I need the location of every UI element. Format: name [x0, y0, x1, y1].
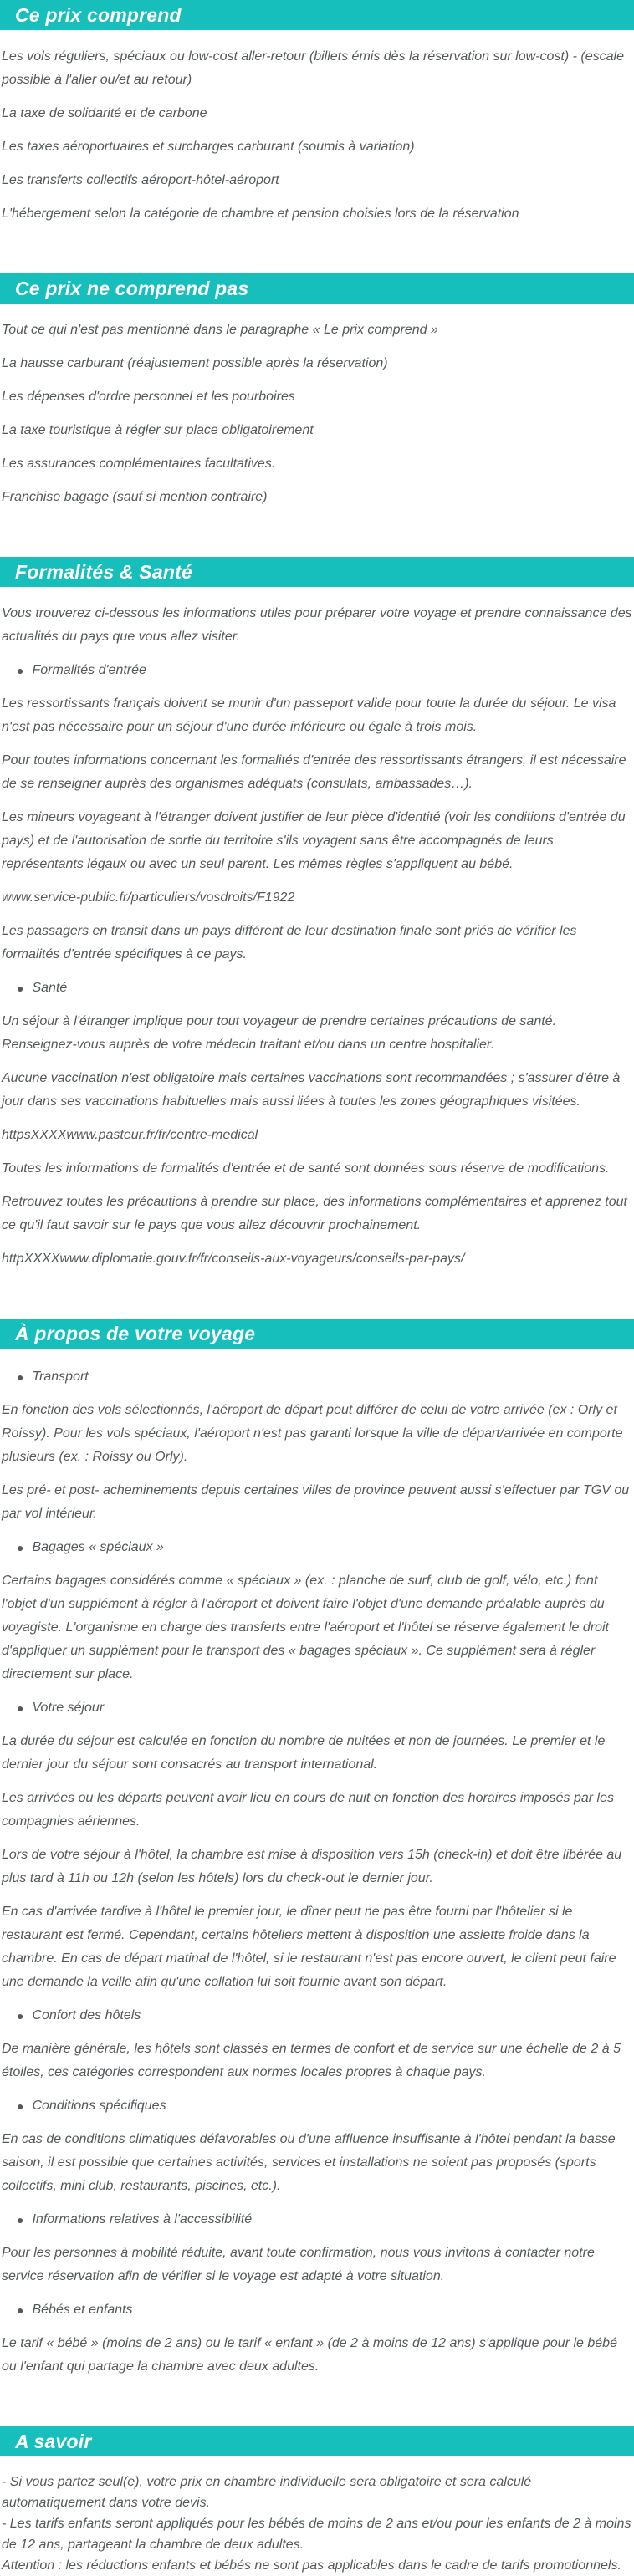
paragraph: - Si vous partez seul(e), votre prix en chambre individuelle sera obligatoire et sera calculé automatiquement dans votre devis. [2, 2475, 532, 2510]
paragraph: Les vols réguliers, spéciaux ou low-cost aller-retour (billets émis dès la réservation sur low-cost) - (escale possible à l'aller ou/et au retour) [2, 49, 624, 87]
paragraph: Aucune vaccination n'est obligatoire mais certaines vaccinations sont recommandées ; s'assurer d'être à jour dans ses vaccinations habituelles mais aussi liées à toutes les zones géographiques visitées. [2, 1071, 621, 1109]
paragraph: - Les tarifs enfants seront appliqués pour les bébés de moins de 2 ans et/ou pour les enfants de 2 à moins de 12 ans, partageant la chambre de deux adultes. [2, 2517, 631, 2552]
section-title: Ce prix ne comprend pas [15, 277, 249, 299]
paragraph: En cas d'arrivée tardive à l'hôtel le premier jour, le dîner peut ne pas être fourni par l'hôtelier si le restaurant est fermé. Cependant, certains hôteliers mettent à disposition une assiette froide dans la chambre. En cas de départ matinal de l'hôtel, si le restaurant n'est pas encore ouvert, le client peut faire une demande la veille afin qu'une collation lui soit fournie avant son départ. [2, 1905, 616, 1989]
bullet-label: Formalités d'entrée [32, 663, 146, 677]
section-ce-prix-comprend [0, 0, 634, 226]
bullet-label: Bébés et enfants [32, 2303, 133, 2317]
bullet-dot-icon: ● [17, 2303, 24, 2317]
bullet-item [17, 1536, 632, 1559]
paragraph: Le tarif « bébé » (moins de 2 ans) ou le tarif « enfant » (de 2 à moins de 12 ans) s'applique pour le bébé ou l'enfant qui partage la chambre avec deux adultes. [2, 2336, 617, 2374]
bullet-item [17, 977, 632, 1000]
bullet-label: Informations relatives à l'accessibilité [32, 2212, 253, 2227]
bullet-item [17, 1696, 632, 1720]
bullet-item [17, 2004, 632, 2028]
paragraph: Lors de votre séjour à l'hôtel, la chambre est mise à disposition vers 15h (check-in) et doit être libérée au plus tard à 11h ou 12h (selon les hôtels) lors du check-out le dernier jour. [2, 1848, 622, 1885]
section-content [0, 30, 634, 226]
section-ce-prix-ne-comprend-pas [0, 273, 634, 509]
paragraph: La taxe touristique à régler sur place obligatoirement [2, 423, 314, 437]
bullet-item [17, 2298, 632, 2322]
bullet-label: Conditions spécifiques [32, 2099, 166, 2113]
bullet-dot-icon: ● [17, 1701, 24, 1715]
section-title: Formalités & Santé [15, 560, 192, 583]
bullet-item [17, 2208, 632, 2232]
section-formalites-sante [0, 557, 634, 1271]
bullet-item [17, 659, 632, 682]
section-title: Ce prix comprend [15, 3, 182, 26]
bullet-label: Santé [32, 981, 68, 995]
section-header-ce-prix-comprend [0, 0, 634, 30]
bullet-label: Votre séjour [32, 1701, 105, 1715]
paragraph: Toutes les informations de formalités d'entrée et de santé sont données sous réserve de modifications. [2, 1161, 610, 1176]
paragraph: Franchise bagage (sauf si mention contraire) [2, 490, 268, 504]
bullet-dot-icon: ● [17, 664, 24, 677]
section-header-ce-prix-ne-comprend-pas [0, 273, 634, 304]
section-header-formalites-sante [0, 557, 634, 587]
paragraph: Pour toutes informations concernant les formalités d'entrée des ressortissants étrangers, il est nécessaire de se renseigner auprès des organismes adéquats (consulats, ambassades…). [2, 753, 626, 791]
paragraph: La durée du séjour est calculée en fonction du nombre de nuitées et non de journées. Le premier et le dernier jour du séjour sont consacrés au transport international. [2, 1734, 606, 1772]
paragraph: Les transferts collectifs aéroport-hôtel-aéroport [2, 173, 279, 187]
paragraph: Un séjour à l'étranger implique pour tout voyageur de prendre certaines précautions de santé. Renseignez-vous auprès de votre médecin traitant et/ou dans un centre hospitalier. [2, 1014, 557, 1052]
paragraph: Pour les personnes à mobilité réduite, avant toute confirmation, nous vous invitons à contacter notre service réservation afin de vérifier si le voyage est adapté à votre situation. [2, 2246, 595, 2283]
bullet-item [17, 2094, 632, 2118]
section-content [0, 2456, 634, 2576]
section-header-a-savoir [0, 2426, 634, 2456]
paragraph: Les passagers en transit dans un pays différent de leur destination finale sont priés de vérifier les formalités d'entrée spécifiques à ce pays. [2, 924, 577, 962]
paragraph: Tout ce qui n'est pas mentionné dans le paragraphe « Le prix comprend » [2, 323, 438, 337]
paragraph: Les arrivées ou les départs peuvent avoir lieu en cours de nuit en fonction des horaires imposés par les compagnies aériennes. [2, 1791, 614, 1829]
section-a-propos-de-votre-voyage [0, 1319, 634, 2379]
bullet-dot-icon: ● [17, 982, 24, 995]
paragraph: La hausse carburant (réajustement possible après la réservation) [2, 356, 388, 370]
bullet-label: Bagages « spéciaux » [32, 1540, 164, 1554]
url-text: httpXXXXwww.diplomatie.gouv.fr/fr/conseils-aux-voyageurs/conseils-par-pays/ [2, 1252, 465, 1266]
section-content [0, 587, 634, 1271]
bullet-dot-icon: ● [17, 1541, 24, 1554]
paragraph: Les assurances complémentaires facultatives. [2, 457, 276, 471]
paragraph: En cas de conditions climatiques défavorables ou d'une affluence insuffisante à l'hôtel pendant la basse saison, il est possible que certaines activités, services et installations ne soient pas proposés (sports collectifs, mini club, restaurants, piscines, etc.). [2, 2132, 616, 2193]
bullet-dot-icon: ● [17, 1370, 24, 1384]
section-title: À propos de votre voyage [15, 1322, 256, 1344]
paragraph: Certains bagages considérés comme « spéciaux » (ex. : planche de surf, club de golf, vélo, etc.) font l'objet d'un supplément à régler à l'aéroport et doivent faire l'objet d'une demande préalable auprès du voyagiste. L'organisme en charge des transferts entre l'aéroport et l'hôtel se réserve également le droit d'appliquer un supplément pour le transport des « bagages spéciaux ». Ce supplément sera à régler directement sur place. [2, 1574, 609, 1681]
bullet-dot-icon: ● [17, 2099, 24, 2113]
bullet-label: Confort des hôtels [32, 2008, 141, 2023]
paragraph: Attention : les réductions enfants et bébés ne sont pas applicables dans le cadre de tarifs promotionnels. [2, 2558, 621, 2573]
bullet-dot-icon: ● [17, 2009, 24, 2023]
paragraph: En fonction des vols sélectionnés, l'aéroport de départ peut différer de celui de votre arrivée (ex : Orly et Roissy). Pour les vols spéciaux, l'aéroport n'est pas garanti lorsque la ville de départ/arrivée en comporte plusieurs (ex. : Roissy ou Orly). [2, 1403, 623, 1464]
paragraph: Les ressortissants français doivent se munir d'un passeport valide pour toute la durée du séjour. Le visa n'est pas nécessaire pour un séjour d'une durée inférieure ou égale à trois mois. [2, 696, 616, 734]
bullet-dot-icon: ● [17, 2213, 24, 2227]
url-text: www.service-public.fr/particuliers/vosdroits/F1922 [2, 890, 295, 905]
paragraph: Les pré- et post- acheminements depuis certaines villes de province peuvent aussi s'effectuer par TGV ou par vol intérieur. [2, 1483, 630, 1521]
paragraph: Les taxes aéroportuaires et surcharges carburant (soumis à variation) [2, 140, 415, 154]
paragraph: De manière générale, les hôtels sont classés en termes de confort et de service sur une échelle de 2 à 5 étoiles, ces catégories correspondent aux normes locales propres à chaque pays. [2, 2042, 621, 2079]
section-a-savoir [0, 2426, 634, 2576]
section-content [0, 304, 634, 509]
section-header-a-propos-de-votre-voyage [0, 1319, 634, 1349]
section-title: A savoir [15, 2430, 92, 2452]
url-text: httpsXXXXwww.pasteur.fr/fr/centre-medical [2, 1128, 258, 1142]
paragraph: L'hébergement selon la catégorie de chambre et pension choisies lors de la réservation [2, 207, 519, 221]
paragraph: Vous trouverez ci-dessous les informations utiles pour préparer votre voyage et prendre connaissance des actualités du pays que vous allez visiter. [2, 606, 632, 644]
section-content [0, 1349, 634, 2379]
paragraph: Les dépenses d'ordre personnel et les pourboires [2, 390, 295, 404]
paragraph: Retrouvez toutes les précautions à prendre sur place, des informations complémentaires et apprenez tout ce qu'il faut savoir sur le pays que vous allez découvrir prochainement. [2, 1195, 627, 1232]
bullet-label: Transport [32, 1370, 89, 1384]
bullet-item [17, 1365, 632, 1389]
paragraph: La taxe de solidarité et de carbone [2, 106, 207, 120]
paragraph: Les mineurs voyageant à l'étranger doivent justifier de leur pièce d'identité (voir les conditions d'entrée du pays) et de l'autorisation de sortie du territoire s'ils voyagent sans être accompagnés de leurs représentants légaux ou avec un seul parent. Les mêmes règles s'appliquent au bébé. [2, 810, 626, 871]
